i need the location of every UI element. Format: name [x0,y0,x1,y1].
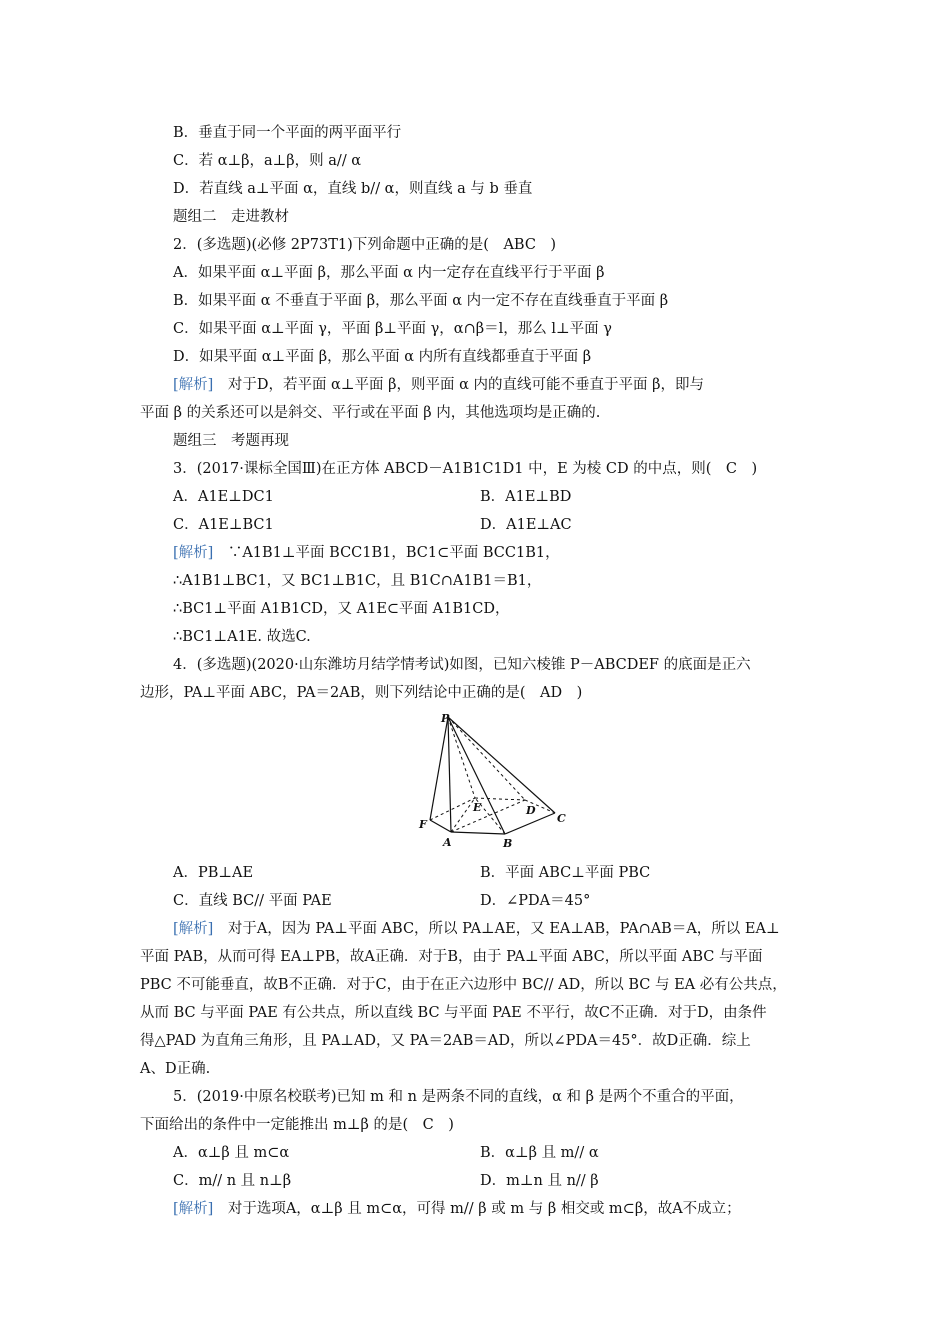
q4-analysis-line2: 平面 PAB，从而可得 EA⊥PB，故A正确．对于B，由于 PA⊥平面 ABC，所以平面 ABC 与平面 [140,949,763,965]
option-d: D．若直线 a⊥平面 α，直线 b// α，则直线 a 与 b 垂直 [173,181,533,197]
q2-option-b: B．如果平面 α 不垂直于平面 β，那么平面 α 内一定不存在直线垂直于平面 β [173,293,669,309]
edge-AB [451,832,505,834]
q3-analysis-line3: ∴BC1⊥平面 A1B1CD，又 A1E⊂平面 A1B1CD， [173,601,510,617]
edge-ED [475,798,525,800]
q2-option-d: D．如果平面 α⊥平面 β，那么平面 α 内所有直线都垂直于平面 β [173,349,592,365]
q2-analysis-cont: 平面 β 的关系还可以是斜交、平行或在平面 β 内，其他选项均是正确的. [140,405,601,421]
q4-analysis-line6: A、D正确. [140,1061,211,1077]
q3-analysis-line4: ∴BC1⊥A1E. 故选C. [173,629,311,645]
q4-option-c: C．直线 BC// 平面 PAE [173,893,332,909]
q5-analysis: [解析] 对于选项A，α⊥β 且 m⊂α，可得 m// β 或 m 与 β 相交或 m⊂β，故A不成立； [173,1201,741,1217]
q4-option-d: D．∠PDA＝45° [480,893,591,909]
question-4-stem-cont: 边形，PA⊥平面 ABC，PA＝2AB，则下列结论中正确的是( AD ) [140,685,583,701]
edge-PB [448,717,505,834]
q4-analysis: [解析] 对于A，因为 PA⊥平面 ABC，所以 PA⊥AE，又 EA⊥AB，PA∩AB＝A，所以 EA⊥ [173,921,780,937]
vertex-label-C: C [557,812,566,825]
vertex-label-P: P [441,712,450,725]
vertex-label-A: A [443,836,452,849]
q3-option-a: A．A1E⊥DC1 [173,489,274,505]
q3-option-d: D．A1E⊥AC [480,517,572,533]
section-heading-2: 题组二 走进教材 [173,209,289,225]
edge-FE [430,798,475,820]
q2-option-a: A．如果平面 α⊥平面 β，那么平面 α 内一定存在直线平行于平面 β [173,265,605,281]
hexagonal-pyramid-figure [415,710,575,850]
edge-PF [430,717,448,820]
q3-option-c: C．A1E⊥BC1 [173,517,274,533]
vertex-label-E: E [473,801,482,814]
q3-option-b: B．A1E⊥BD [480,489,572,505]
analysis-tag: [解析] [173,1201,214,1217]
analysis-tag: [解析] [173,377,214,393]
option-c: C．若 α⊥β，a⊥β，则 a// α [173,153,362,169]
q5-option-a: A．α⊥β 且 m⊂α [173,1145,290,1161]
q2-option-c: C．如果平面 α⊥平面 γ，平面 β⊥平面 γ，α∩β＝l，那么 l⊥平面 γ [173,321,612,337]
vertex-label-B: B [503,837,513,850]
analysis-tag: [解析] [173,921,214,937]
q2-analysis: [解析] 对于D，若平面 α⊥平面 β，则平面 α 内的直线可能不垂直于平面 β，即与 [173,377,704,393]
question-4-stem: 4．(多选题)(2020·山东潍坊月结学情考试)如图，已知六棱锥 P－ABCDEF 的底面是正六 [173,657,751,673]
q4-analysis-line4: 从而 BC 与平面 PAE 有公共点，所以直线 BC 与平面 PAE 不平行，故C不正确．对于D，由条件 [140,1005,767,1021]
question-5-stem-cont: 下面给出的条件中一定能推出 m⊥β 的是( C ) [140,1117,454,1133]
section-heading-3: 题组三 考题再现 [173,433,289,449]
question-5-stem: 5．(2019·中原名校联考)已知 m 和 n 是两条不同的直线，α 和 β 是两个不重合的平面， [173,1089,744,1105]
q4-analysis-line3: PBC 不可能垂直，故B不正确．对于C，由于在正六边形中 BC// AD，所以 BC 与 EA 必有公共点， [140,977,787,993]
q4-analysis-line5: 得△PAD 为直角三角形，且 PA⊥AD，又 PA＝2AB＝AD，所以∠PDA＝45°．故D正确．综上 [140,1033,751,1049]
question-2-stem: 2．(多选题)(必修 2P73T1)下列命题中正确的是( ABC ) [173,237,557,253]
q4-option-a: A．PB⊥AE [173,865,254,881]
q4-option-b: B．平面 ABC⊥平面 PBC [480,865,651,881]
q3-analysis-line2: ∴A1B1⊥BC1，又 BC1⊥B1C，且 B1C∩A1B1＝B1， [173,573,542,589]
q5-option-c: C．m// n 且 n⊥β [173,1173,292,1189]
edge-FA [430,820,451,832]
vertex-label-D: D [526,804,536,817]
q3-analysis: [解析] ∵A1B1⊥平面 BCC1B1，BC1⊂平面 BCC1B1， [173,545,560,561]
vertex-label-F: F [419,818,427,831]
q5-option-d: D．m⊥n 且 n// β [480,1173,599,1189]
q5-option-b: B．α⊥β 且 m// α [480,1145,599,1161]
edge-PD [448,717,525,800]
option-b: B．垂直于同一个平面的两平面平行 [173,125,402,141]
question-3-stem: 3．(2017·课标全国Ⅲ)在正方体 ABCD－A1B1C1D1 中，E 为棱 CD 的中点，则( C ) [173,461,758,477]
analysis-tag: [解析] [173,545,214,561]
edge-PA [448,717,451,832]
